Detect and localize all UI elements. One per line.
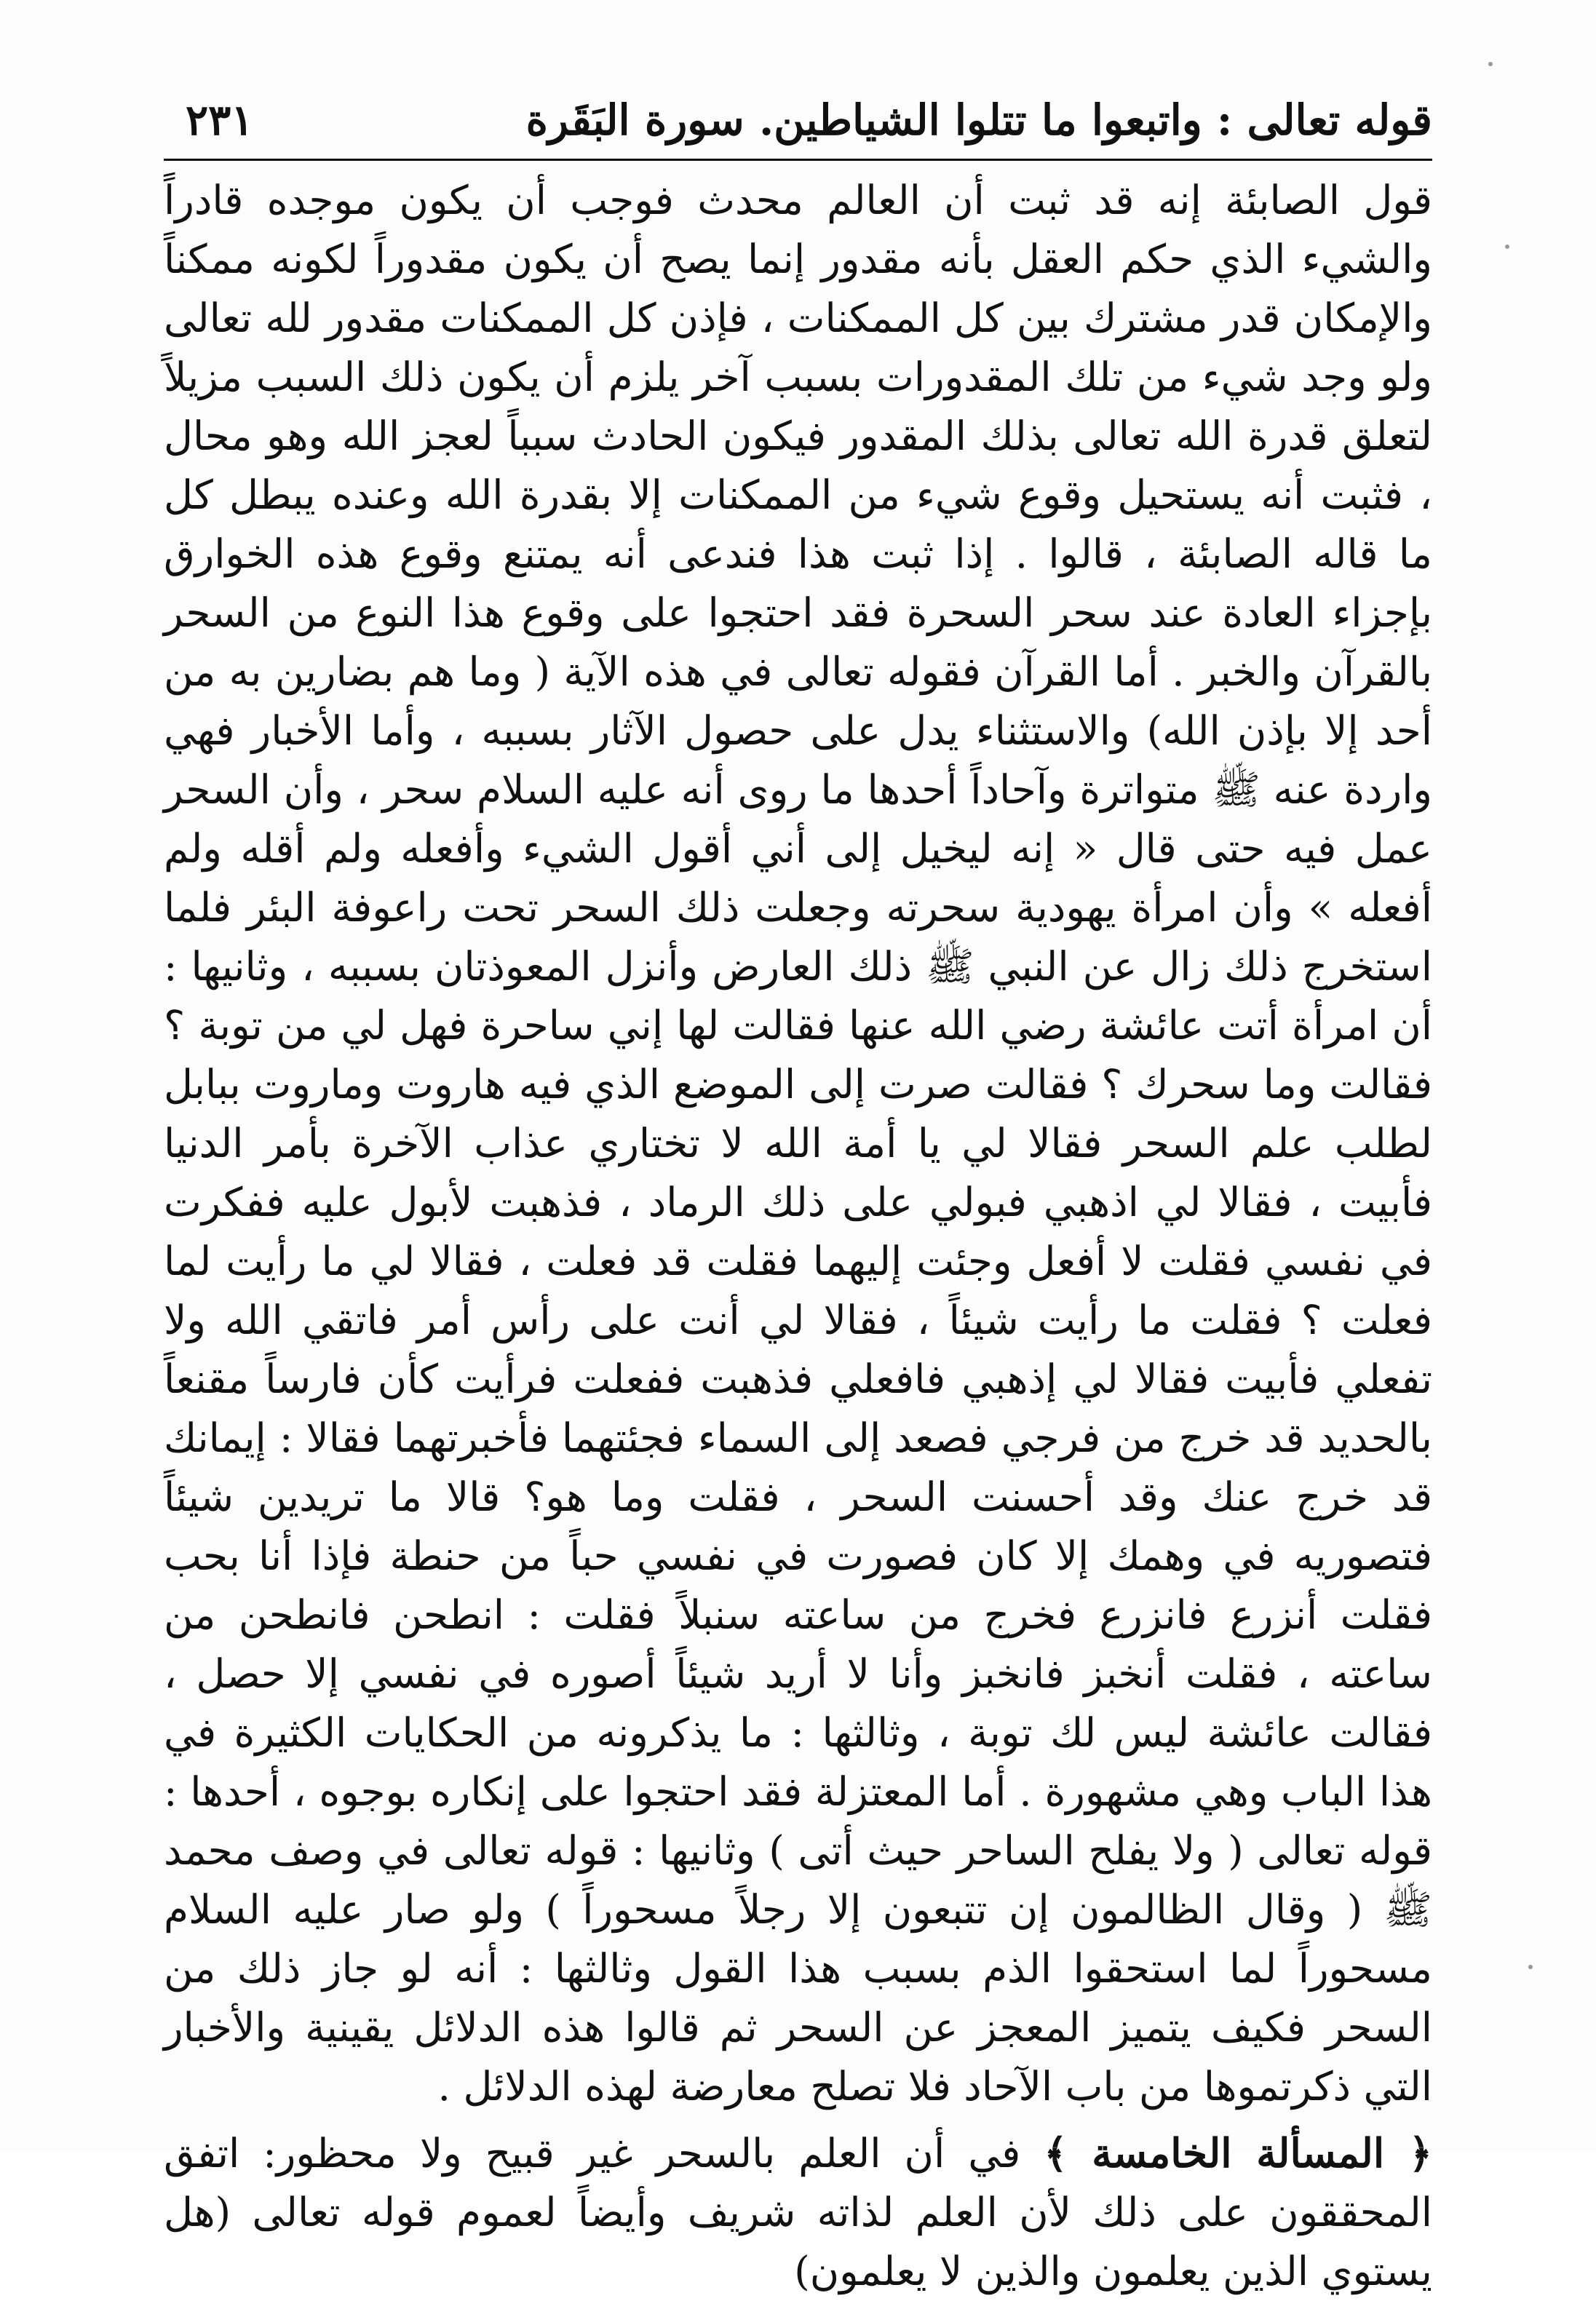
paragraph-section-five: [164, 2123, 1432, 2301]
scan-speck: [1505, 245, 1509, 249]
main-text: [164, 171, 1432, 2301]
page-number: ٢٣١: [186, 95, 254, 145]
running-title: قوله تعالى : واتبعوا ما تتلوا الشياطين. سورة البَقَرة: [525, 95, 1432, 145]
section-heading: ﴿ المسألة الخامسة ﴾: [1044, 2129, 1432, 2177]
scan-speck: [1488, 62, 1493, 66]
scan-speck: [1528, 1965, 1533, 1969]
page-header: [164, 87, 1432, 153]
header-divider: [164, 159, 1432, 161]
paragraph: قول الصابئة إنه قد ثبت أن العالم محدث فوجب أن يكون موجده قادراً والشيء الذي حكم العقل بأنه مقدور إنما يصح أن يكون مقدوراً لكونه ممكناً والإمكان قدر مشترك بين كل الممكنات ، فإذن كل الممكنات مقدور لله تعالى ولو وجد شيء من تلك المقدورات بسبب آخر يلزم أن يكون ذلك السبب مزيلاً لتعلق قدرة الله تعالى بذلك المقدور فيكون الحادث سبباً لعجز الله وهو محال ، فثبت أنه يستحيل وقوع شيء من الممكنات إلا بقدرة الله وعنده يبطل كل ما قاله الصابئة ، قالوا . إذا ثبت هذا فندعى أنه يمتنع وقوع هذه الخوارق بإجزاء العادة عند سحر السحرة فقد احتجوا على وقوع هذا النوع من السحر بالقرآن والخبر . أما القرآن فقوله تعالى في هذه الآية ( وما هم بضارين به من أحد إلا بإذن الله) والاستثناء يدل على حصول الآثار بسببه ، وأما الأخبار فهي واردة عنه ﷺ متواترة وآحاداً أحدها ما روى أنه عليه السلام سحر ، وأن السحر عمل فيه حتى قال « إنه ليخيل إلى أني أقول الشيء وأفعله ولم أقله ولم أفعله » وأن امرأة يهودية سحرته وجعلت ذلك السحر تحت راعوفة البئر فلما استخرج ذلك زال عن النبي ﷺ ذلك العارض وأنزل المعوذتان بسببه ، وثانيها : أن امرأة أتت عائشة رضي الله عنها فقالت لها إني ساحرة فهل لي من توبة ؟ فقالت وما سحرك ؟ فقالت صرت إلى الموضع الذي فيه هاروت وماروت ببابل لطلب علم السحر فقالا لي يا أمة الله لا تختاري عذاب الآخرة بأمر الدنيا فأبيت ، فقالا لي اذهبي فبولي على ذلك الرماد ، فذهبت لأبول عليه ففكرت في نفسي فقلت لا أفعل وجئت إليهما فقلت قد فعلت ، فقالا لي ما رأيت لما فعلت ؟ فقلت ما رأيت شيئاً ، فقالا لي أنت على رأس أمر فاتقي الله ولا تفعلي فأبيت فقالا لي إذهبي فافعلي فذهبت ففعلت فرأيت كأن فارساً مقنعاً بالحديد قد خرج من فرجي فصعد إلى السماء فجئتهما فأخبرتهما فقالا : إيمانك قد خرج عنك وقد أحسنت السحر ، فقلت وما هو؟ قالا ما تريدين شيئاً فتصوريه في وهمك إلا كان فصورت في نفسي حباً من حنطة فإذا أنا بحب فقلت أنزرع فانزرع فخرج من ساعته سنبلاً فقلت : انطحن فانطحن من ساعته ، فقلت أنخبز فانخبز وأنا لا أريد شيئاً أصوره في نفسي إلا حصل ، فقالت عائشة ليس لك توبة ، وثالثها : ما يذكرونه من الحكايات الكثيرة في هذا الباب وهي مشهورة . أما المعتزلة فقد احتجوا على إنكاره بوجوه ، أحدها : قوله تعالى ( ولا يفلح الساحر حيث أتى ) وثانيها : قوله تعالى في وصف محمد ﷺ ( وقال الظالمون إن تتبعون إلا رجلاً مسحوراً ) ولو صار عليه السلام مسحوراً لما استحقوا الذم بسبب هذا القول وثالثها : أنه لو جاز ذلك من السحر فكيف يتميز المعجز عن السحر ثم قالوا هذه الدلائل يقينية والأخبار التي ذكرتموها من باب الآحاد فلا تصلح معارضة لهذه الدلائل .: [164, 177, 1432, 2110]
section-text: في أن العلم بالسحر غير قبيح ولا محظور: اتفق المحققون على ذلك لأن العلم لذاته شريف وأيضاً لعموم قوله تعالى (هل يستوي الذين يعلمون والذين لا يعلمون): [164, 2130, 1432, 2294]
